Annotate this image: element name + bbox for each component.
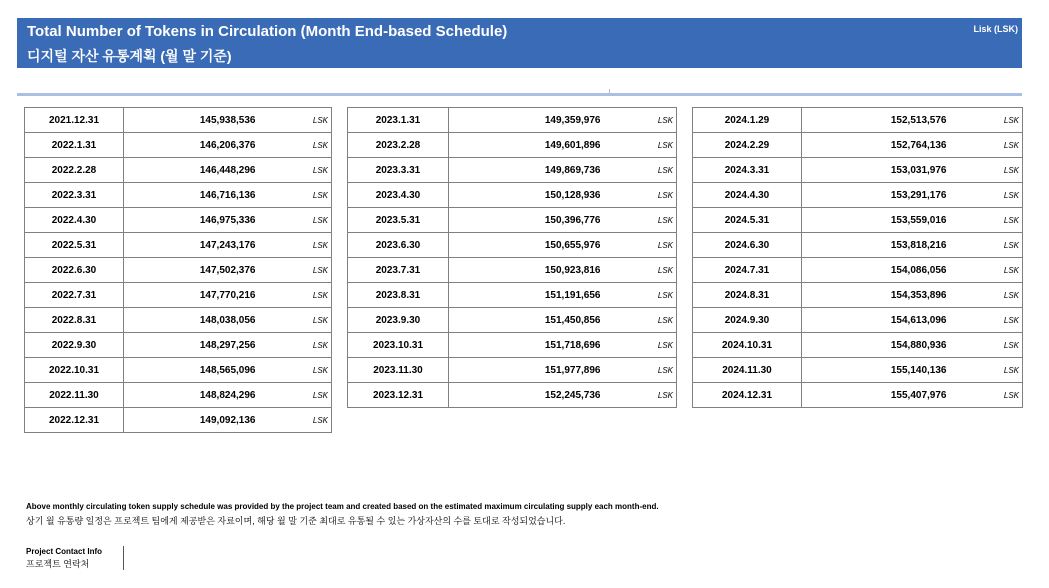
row-unit: LSK xyxy=(647,258,677,283)
row-amount: 151,191,656 xyxy=(449,283,647,308)
row-date: 2021.12.31 xyxy=(25,108,124,133)
row-unit: LSK xyxy=(302,233,332,258)
row-unit: LSK xyxy=(647,233,677,258)
row-amount: 150,128,936 xyxy=(449,183,647,208)
row-unit: LSK xyxy=(993,383,1023,408)
table-row xyxy=(25,383,332,408)
row-unit: LSK xyxy=(647,383,677,408)
row-unit: LSK xyxy=(647,283,677,308)
row-unit: LSK xyxy=(993,208,1023,233)
row-unit: LSK xyxy=(647,158,677,183)
table-row xyxy=(348,383,677,408)
row-amount: 147,243,176 xyxy=(124,233,302,258)
footnote-korean: 상기 월 유통량 일정은 프로젝트 팀에게 제공받은 자료이며, 해당 월 말 기준 최대로 유통될 수 있는 가상자산의 수를 토대로 작성되었습니다. xyxy=(26,516,566,526)
row-unit: LSK xyxy=(647,108,677,133)
row-amount: 147,770,216 xyxy=(124,283,302,308)
row-unit: LSK xyxy=(647,208,677,233)
page-header xyxy=(17,18,1022,68)
row-amount: 147,502,376 xyxy=(124,258,302,283)
row-amount: 146,448,296 xyxy=(124,158,302,183)
row-date: 2022.3.31 xyxy=(25,183,124,208)
table-row xyxy=(348,133,677,158)
row-unit: LSK xyxy=(993,308,1023,333)
row-amount: 146,206,376 xyxy=(124,133,302,158)
footnote-english: Above monthly circulating token supply schedule was provided by the project team and created based on the estimated maximum circulating supply each month-end. xyxy=(26,502,659,511)
row-date: 2023.5.31 xyxy=(348,208,449,233)
table-row xyxy=(25,158,332,183)
row-date: 2022.7.31 xyxy=(25,283,124,308)
table-row xyxy=(693,208,1023,233)
page-title: Total Number of Tokens in Circulation (Month End-based Schedule) xyxy=(27,23,508,40)
row-unit: LSK xyxy=(993,158,1023,183)
project-contact xyxy=(26,546,102,570)
row-amount: 155,407,976 xyxy=(802,383,993,408)
row-date: 2024.1.29 xyxy=(693,108,802,133)
table-row xyxy=(348,258,677,283)
table-row xyxy=(25,208,332,233)
row-date: 2023.4.30 xyxy=(348,183,449,208)
row-amount: 153,818,216 xyxy=(802,233,993,258)
table-row xyxy=(693,158,1023,183)
row-amount: 149,869,736 xyxy=(449,158,647,183)
row-amount: 146,716,136 xyxy=(124,183,302,208)
row-date: 2024.11.30 xyxy=(693,358,802,383)
row-amount: 148,824,296 xyxy=(124,383,302,408)
table-row xyxy=(693,183,1023,208)
row-date: 2024.10.31 xyxy=(693,333,802,358)
table-row xyxy=(693,133,1023,158)
table-row xyxy=(693,383,1023,408)
row-date: 2022.1.31 xyxy=(25,133,124,158)
schedule-table-2024 xyxy=(692,107,1023,408)
row-amount: 152,513,576 xyxy=(802,108,993,133)
table-row xyxy=(693,258,1023,283)
row-unit: LSK xyxy=(302,108,332,133)
row-amount: 145,938,536 xyxy=(124,108,302,133)
row-amount: 149,092,136 xyxy=(124,408,302,433)
row-unit: LSK xyxy=(993,133,1023,158)
row-amount: 150,655,976 xyxy=(449,233,647,258)
row-amount: 154,353,896 xyxy=(802,283,993,308)
row-date: 2022.10.31 xyxy=(25,358,124,383)
row-date: 2024.2.29 xyxy=(693,133,802,158)
table-row xyxy=(348,233,677,258)
row-amount: 148,038,056 xyxy=(124,308,302,333)
row-unit: LSK xyxy=(302,283,332,308)
row-amount: 151,450,856 xyxy=(449,308,647,333)
row-date: 2023.8.31 xyxy=(348,283,449,308)
row-unit: LSK xyxy=(993,258,1023,283)
row-date: 2024.5.31 xyxy=(693,208,802,233)
table-row xyxy=(693,233,1023,258)
row-date: 2024.8.31 xyxy=(693,283,802,308)
row-date: 2022.8.31 xyxy=(25,308,124,333)
table-row xyxy=(25,133,332,158)
table-row xyxy=(25,308,332,333)
row-date: 2023.12.31 xyxy=(348,383,449,408)
row-unit: LSK xyxy=(302,158,332,183)
row-unit: LSK xyxy=(302,133,332,158)
table-row xyxy=(693,333,1023,358)
table-row xyxy=(693,108,1023,133)
row-date: 2024.9.30 xyxy=(693,308,802,333)
divider-tick xyxy=(609,89,610,93)
row-unit: LSK xyxy=(993,233,1023,258)
table-row xyxy=(693,308,1023,333)
row-date: 2023.9.30 xyxy=(348,308,449,333)
row-unit: LSK xyxy=(302,308,332,333)
row-date: 2022.9.30 xyxy=(25,333,124,358)
token-ticker: Lisk (LSK) xyxy=(973,24,1018,34)
table-row xyxy=(25,233,332,258)
row-amount: 149,601,896 xyxy=(449,133,647,158)
row-date: 2022.12.31 xyxy=(25,408,124,433)
row-amount: 148,565,096 xyxy=(124,358,302,383)
row-unit: LSK xyxy=(993,183,1023,208)
row-date: 2023.2.28 xyxy=(348,133,449,158)
row-amount: 153,559,016 xyxy=(802,208,993,233)
table-row xyxy=(348,308,677,333)
table-row xyxy=(25,408,332,433)
row-amount: 149,359,976 xyxy=(449,108,647,133)
row-date: 2024.3.31 xyxy=(693,158,802,183)
row-amount: 155,140,136 xyxy=(802,358,993,383)
row-date: 2022.6.30 xyxy=(25,258,124,283)
table-row xyxy=(348,183,677,208)
row-date: 2024.12.31 xyxy=(693,383,802,408)
row-date: 2022.5.31 xyxy=(25,233,124,258)
row-date: 2024.7.31 xyxy=(693,258,802,283)
contact-label-korean: 프로젝트 연락처 xyxy=(26,559,90,569)
table-row xyxy=(25,108,332,133)
row-unit: LSK xyxy=(647,333,677,358)
row-date: 2024.4.30 xyxy=(693,183,802,208)
row-date: 2023.10.31 xyxy=(348,333,449,358)
row-unit: LSK xyxy=(647,183,677,208)
table-row xyxy=(348,358,677,383)
row-date: 2024.6.30 xyxy=(693,233,802,258)
page-title-korean: 디지털 자산 유통계획 (월 말 기준) xyxy=(27,48,232,64)
row-unit: LSK xyxy=(302,408,332,433)
row-amount: 152,764,136 xyxy=(802,133,993,158)
table-row xyxy=(25,258,332,283)
row-unit: LSK xyxy=(647,358,677,383)
row-amount: 151,718,696 xyxy=(449,333,647,358)
table-row xyxy=(25,333,332,358)
table-row xyxy=(25,183,332,208)
table-row xyxy=(693,358,1023,383)
row-unit: LSK xyxy=(302,183,332,208)
row-amount: 150,923,816 xyxy=(449,258,647,283)
row-amount: 153,291,176 xyxy=(802,183,993,208)
row-amount: 151,977,896 xyxy=(449,358,647,383)
row-date: 2023.11.30 xyxy=(348,358,449,383)
row-date: 2023.1.31 xyxy=(348,108,449,133)
row-date: 2022.2.28 xyxy=(25,158,124,183)
row-date: 2023.6.30 xyxy=(348,233,449,258)
row-unit: LSK xyxy=(647,308,677,333)
row-date: 2022.4.30 xyxy=(25,208,124,233)
contact-divider xyxy=(123,546,124,570)
row-amount: 152,245,736 xyxy=(449,383,647,408)
row-date: 2023.7.31 xyxy=(348,258,449,283)
row-amount: 154,086,056 xyxy=(802,258,993,283)
row-amount: 154,880,936 xyxy=(802,333,993,358)
row-unit: LSK xyxy=(302,258,332,283)
schedule-table-2023 xyxy=(347,107,677,408)
row-amount: 153,031,976 xyxy=(802,158,993,183)
row-amount: 148,297,256 xyxy=(124,333,302,358)
table-row xyxy=(348,283,677,308)
table-row xyxy=(348,108,677,133)
table-row xyxy=(25,283,332,308)
row-unit: LSK xyxy=(993,283,1023,308)
row-date: 2022.11.30 xyxy=(25,383,124,408)
row-unit: LSK xyxy=(302,208,332,233)
row-date: 2023.3.31 xyxy=(348,158,449,183)
contact-label-english: Project Contact Info xyxy=(26,547,103,556)
table-row xyxy=(348,208,677,233)
header-divider xyxy=(17,93,1022,96)
row-amount: 154,613,096 xyxy=(802,308,993,333)
schedule-table-2022 xyxy=(24,107,332,433)
row-amount: 146,975,336 xyxy=(124,208,302,233)
table-row xyxy=(693,283,1023,308)
row-unit: LSK xyxy=(302,358,332,383)
table-row xyxy=(348,158,677,183)
row-amount: 150,396,776 xyxy=(449,208,647,233)
row-unit: LSK xyxy=(302,333,332,358)
row-unit: LSK xyxy=(993,358,1023,383)
table-row xyxy=(348,333,677,358)
row-unit: LSK xyxy=(993,108,1023,133)
row-unit: LSK xyxy=(993,333,1023,358)
row-unit: LSK xyxy=(647,133,677,158)
table-row xyxy=(25,358,332,383)
row-unit: LSK xyxy=(302,383,332,408)
